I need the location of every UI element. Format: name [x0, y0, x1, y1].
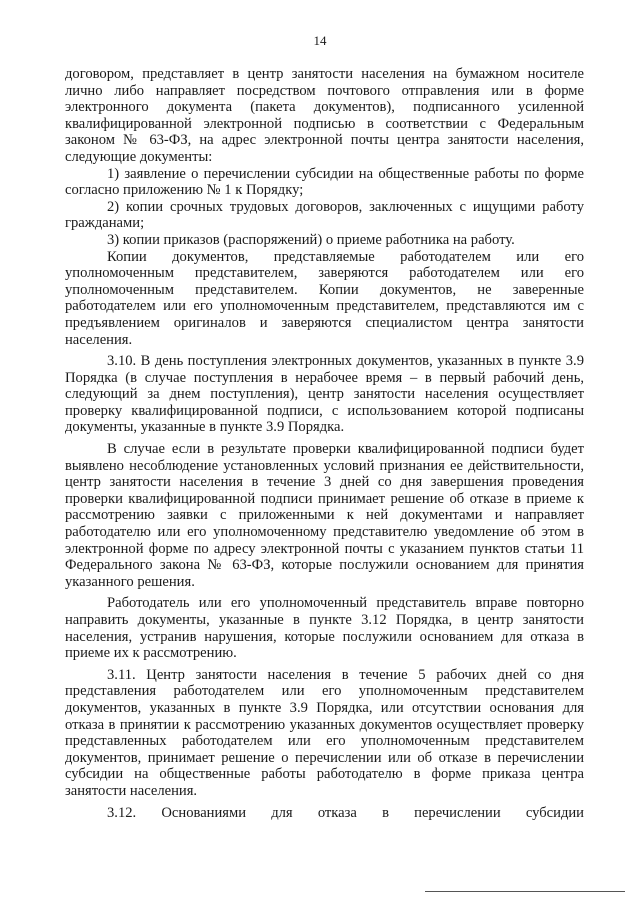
paragraph-3-12: 3.12. Основаниями для отказа в перечислении субсидии	[107, 804, 584, 821]
paragraph-item-3: 3) копии приказов (распоряжений) о приеме работника на работу.	[107, 231, 515, 248]
paragraph-signature-check: В случае если в результате проверки квалифицированной подписи будет выявлено несоблюдение установленных условий признания ее действительности, центр занятости населения в течение 3 дней со дня завершения проведения проверки квалифицированной подписи принимает решение об отказе в приеме к рассмотрению заявки с приложенными к ней документами и направляет работодателю или его уполномоченному представителю уведомление об этом в электронной форме по адресу электронной почты с указанием пунктов статьи 11 Федерального закона № 63-ФЗ, которые послужили основанием для принятия указанного решения.	[65, 441, 584, 590]
paragraph-resubmit: Работодатель или его уполномоченный представитель вправе повторно направить документы, указанные в пункте 3.12 Порядка, в центр занятости населения, устранив нарушения, которые послужили основанием для отказа в приеме их к рассмотрению.	[65, 595, 584, 662]
paragraph-3-11: 3.11. Центр занятости населения в течение 5 рабочих дней со дня представления работодателем или его уполномоченным представителем документов, указанных в пункте 3.9 Порядка, или отсутствии основания для отказа в принятии к рассмотрению указанных документов осуществляет проверку представленных работодателем или его уполномоченным представителем документов, принимает решение о перечислении или об отказе в перечислении субсидии на общественные работы работодателю в форме приказа центра занятости населения.	[65, 666, 584, 799]
paragraph-intro: договором, представляет в центр занятости населения на бумажном носителе лично либо направляет посредством почтового отправления или в форме электронного документа (пакета документов), подписанного усиленной квалифицированной электронной подписью в соответствии с Федеральным законом № 63-ФЗ, на адрес электронной почты центра занятости населения, следующие документы:	[65, 66, 584, 165]
paragraph-item-1: 1) заявление о перечислении субсидии на общественные работы по форме согласно приложению № 1 к Порядку;	[65, 165, 584, 199]
paragraph-copies: Копии документов, представляемые работодателем или его уполномоченным представителем, заверяются работодателем или его уполномоченным представителем. Копии документов, не заверенные работодателем или его уполномоченным представителем, представляются им с предъявлением оригиналов и заверяются специалистом центра занятости населения.	[65, 248, 584, 348]
paragraph-item-2: 2) копии срочных трудовых договоров, заключенных с ищущими работу гражданами;	[65, 198, 584, 232]
document-body	[65, 66, 584, 821]
page-number: 14	[313, 33, 327, 48]
paragraph-3-10: 3.10. В день поступления электронных документов, указанных в пункте 3.9 Порядка (в случае поступления в нерабочее время – в первый рабочий день, следующий за днем поступления), центр занятости населения осуществляет проверку квалифицированной подписи, с использованием которой подписаны документы, указанные в пункте 3.9 Порядка.	[65, 353, 584, 436]
footer-rule	[425, 891, 625, 892]
